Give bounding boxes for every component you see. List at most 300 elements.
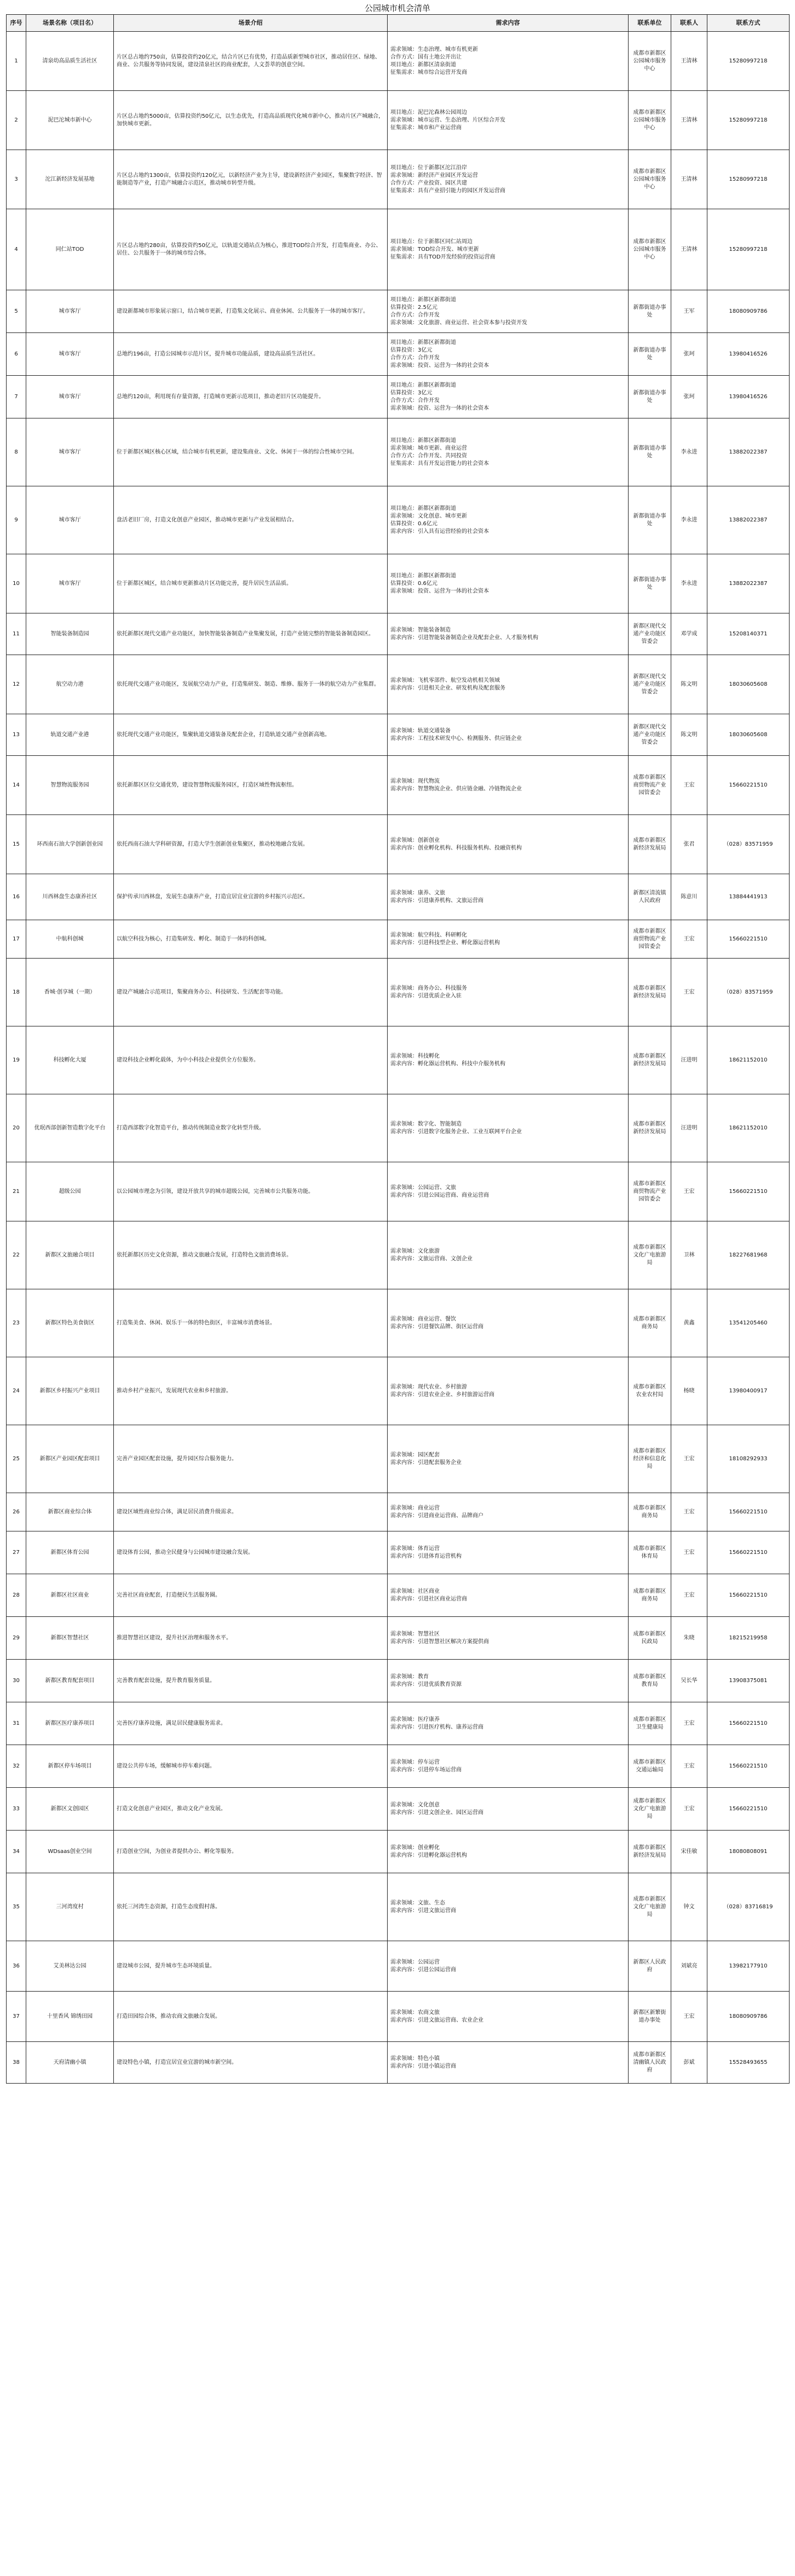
cell-unit-text: 新都街道办事处 [633,576,666,590]
cell-unit-text: 成都市新都区商务局 [633,1505,666,1519]
cell-demand [388,1425,629,1493]
cell-no-text: 30 [13,1677,20,1684]
cell-no-text: 26 [13,1508,20,1515]
cell-tel-text: 18227681968 [729,1252,768,1258]
cell-name [26,920,114,959]
cell-name-text: 新都区体育公园 [50,1549,89,1556]
cell-name [26,554,114,613]
cell-demand-text: 需求领域：文化旅游 需求内容：文旅运营商、文创企业 [390,1248,473,1262]
cell-tel-text: 18621152010 [729,1125,768,1131]
cell-demand [388,1026,629,1094]
cell-tel [707,1992,790,2042]
cell-name [26,2042,114,2084]
cell-name [26,1289,114,1357]
cell-tel-text: 18080909786 [729,308,768,314]
cell-demand [388,554,629,613]
cell-unit-text: 成都市新都区公园城市服务中心 [633,238,666,260]
cell-name [26,1221,114,1289]
cell-no [7,486,26,554]
cell-no-text: 21 [13,1188,20,1195]
cell-intro-text: 建设科技企业孵化载体，为中小科技企业提供全方位服务。 [117,1057,259,1063]
cell-person [671,1873,707,1941]
cell-name [26,1660,114,1702]
cell-no-text: 7 [14,393,18,400]
cell-tel-text: 15660221510 [729,1805,768,1812]
cell-no-text: 34 [13,1848,20,1855]
cell-no [7,376,26,418]
cell-intro-text: 以航空科技为核心，打造集研发、孵化、制造于一体的科创城。 [117,936,270,942]
cell-no [7,1745,26,1788]
cell-person-text: 王宏 [683,1188,695,1195]
table-row [7,1026,790,1094]
cell-no-text: 11 [13,630,20,637]
cell-no [7,1873,26,1941]
cell-name-text: 新都区文旅融合项目 [45,1252,95,1258]
cell-demand-text: 项目地点：泥巴沱森林公园周边 需求领域：城市运营、生态治理、片区综合开发 征集需求：城市和产业运营商 [390,109,505,131]
cell-no-text: 5 [14,308,18,314]
cell-no-text: 29 [13,1634,20,1641]
cell-intro [114,874,388,920]
cell-tel [707,1660,790,1702]
cell-intro-text: 片区总占地约1300亩，估算投资约120亿元，以新经济产业为主导，建设新经济产业园区，集聚数字经济、智能制造等产业，打造产城融合示范区，推动城市转型升级。 [117,172,382,186]
cell-person-text: 陈文明 [681,731,698,738]
cell-name-text: 新都区停车场项目 [48,1763,92,1769]
cell-no [7,1531,26,1574]
table-row [7,1873,790,1941]
cell-name-text: 环西南石油大学创新创业园 [37,841,103,847]
cell-tel [707,920,790,959]
cell-person-text: 李永进 [681,449,698,455]
cell-person-text: 王宏 [683,989,695,995]
cell-tel [707,1702,790,1745]
cell-person [671,1026,707,1094]
cell-person [671,1660,707,1702]
cell-unit [629,1162,671,1221]
cell-no-text: 22 [13,1252,20,1258]
cell-person [671,1831,707,1873]
cell-tel-text: 13980416526 [729,393,768,400]
cell-name-text: 艾美林达公园 [53,1963,87,1969]
cell-name-text: 新都区社区商业 [50,1592,89,1598]
cell-unit-text: 新都街道办事处 [633,304,666,318]
cell-no [7,418,26,486]
cell-demand-text: 需求领域：停车运营 需求内容：引进停车场运营商 [390,1759,462,1773]
cell-unit [629,1574,671,1617]
cell-intro [114,376,388,418]
header-unit: 联系单位 [629,15,671,32]
cell-name [26,290,114,333]
cell-tel [707,1026,790,1094]
cell-unit [629,333,671,376]
cell-no-text: 9 [14,517,18,523]
cell-name [26,1094,114,1162]
cell-intro [114,613,388,655]
table-row [7,1221,790,1289]
cell-demand [388,920,629,959]
cell-intro-text: 盘活老旧厂房，打造文化创意产业园区，推动城市更新与产业发展相结合。 [117,517,297,523]
cell-intro-text: 以公园城市理念为引领，建设开放共享的城市超级公园，完善城市公共服务功能。 [117,1188,314,1195]
cell-unit-text: 成都市新都区商贸物流产业园管委会 [633,774,666,796]
cell-person-text: 王宏 [683,2013,695,2020]
cell-demand-text: 需求领域：教育 需求内容：引进优质教育资源 [390,1673,462,1688]
cell-tel [707,1357,790,1425]
cell-no-text: 36 [13,1963,20,1969]
cell-unit-text: 成都市新都区公园城市服务中心 [633,109,666,131]
cell-tel [707,333,790,376]
cell-demand-text: 需求领域：飞机零部件、航空发动机相关领域 需求内容：引进相关企业、研发机构及配套服务 [390,677,505,691]
cell-intro [114,1745,388,1788]
cell-demand [388,959,629,1026]
cell-name [26,756,114,815]
table-row [7,418,790,486]
cell-person-text: 王清林 [681,58,698,64]
cell-demand-text: 需求领域：智慧社区 需求内容：引进智慧社区解决方案提供商 [390,1631,489,1645]
cell-intro [114,1574,388,1617]
cell-name-text: 新都区产业园区配套项目 [39,1455,100,1462]
cell-no [7,815,26,874]
cell-person [671,2042,707,2084]
cell-demand-text: 需求领域：商务办公、科技服务 需求内容：引进优质企业入驻 [390,985,467,999]
cell-unit [629,1788,671,1831]
cell-no [7,1617,26,1660]
cell-person [671,1531,707,1574]
cell-intro-text: 打造西部数字化智造平台，推动传统制造业数字化转型升级。 [117,1125,264,1131]
cell-name [26,1992,114,2042]
cell-intro-text: 依托现代交通产业功能区，发展航空动力产业，打造集研发、制造、维修、服务于一体的航空动力产业集群。 [117,681,379,687]
opportunity-table [6,14,790,2084]
cell-unit-text: 新都区现代交通产业功能区管委会 [633,724,666,745]
cell-intro [114,1357,388,1425]
cell-tel-text: 15528493655 [729,2059,768,2066]
cell-unit-text: 成都市新都区新经济发展局 [633,985,666,999]
cell-person [671,714,707,756]
cell-unit-text: 成都市新都区教育局 [633,1673,666,1688]
cell-name-text: 新都区文创园区 [50,1805,89,1812]
cell-unit-text: 成都市新都区农业农村局 [633,1384,666,1398]
cell-person-text: 王清林 [681,117,698,123]
cell-name [26,874,114,920]
cell-tel [707,91,790,150]
cell-demand [388,418,629,486]
cell-no-text: 19 [13,1057,20,1063]
cell-person-text: 王宏 [683,1508,695,1515]
cell-demand [388,1221,629,1289]
cell-person [671,91,707,150]
cell-tel-text: （028）83716819 [723,1903,773,1910]
cell-unit-text: 成都市新都区新经济发展局 [633,1121,666,1135]
cell-unit [629,1873,671,1941]
cell-unit-text: 成都市新都区文化广电旅游局 [633,1798,666,1820]
cell-demand [388,91,629,150]
cell-no [7,874,26,920]
cell-no-text: 32 [13,1763,20,1769]
cell-intro [114,1788,388,1831]
cell-no-text: 15 [13,841,20,847]
cell-no-text: 37 [13,2013,20,2020]
cell-demand [388,655,629,714]
cell-person-text: 张珂 [683,393,695,400]
cell-tel-text: 18030605608 [729,681,768,687]
cell-person [671,815,707,874]
cell-unit [629,1357,671,1425]
table-row [7,554,790,613]
cell-person-text: 杨晓 [683,1387,695,1394]
cell-demand [388,1873,629,1941]
cell-unit-text: 新都区人民政府 [633,1959,666,1973]
cell-person-text: 黄鑫 [683,1319,695,1326]
cell-person-text: 吴长华 [681,1677,698,1684]
cell-unit [629,1992,671,2042]
cell-no-text: 2 [14,117,18,123]
cell-name [26,209,114,290]
cell-name-text: 沱江新经济发展基地 [45,176,95,182]
cell-no-text: 31 [13,1720,20,1726]
cell-person [671,1493,707,1531]
cell-intro [114,714,388,756]
cell-intro [114,1094,388,1162]
cell-demand-text: 需求领域：商业运营、餐饮 需求内容：引进餐饮品牌、街区运营商 [390,1316,483,1330]
cell-name [26,32,114,91]
cell-intro [114,920,388,959]
cell-intro [114,655,388,714]
cell-no [7,290,26,333]
cell-no-text: 35 [13,1903,20,1910]
cell-unit [629,1425,671,1493]
cell-tel [707,554,790,613]
cell-intro [114,1221,388,1289]
cell-person [671,1941,707,1992]
cell-name-text: 中航科创城 [56,936,84,942]
cell-no-text: 20 [13,1125,20,1131]
cell-person [671,1357,707,1425]
cell-tel [707,756,790,815]
cell-intro-text: 打造集美食、休闲、娱乐于一体的特色街区，丰富城市消费场景。 [117,1319,275,1326]
cell-tel-text: 18030605608 [729,731,768,738]
cell-person-text: 卫林 [683,1252,695,1258]
cell-demand-text: 需求领域：公园运营、文旅 需求内容：引进公园运营商、商业运营商 [390,1184,489,1198]
cell-tel [707,1745,790,1788]
cell-intro-text: 位于新都区城区，结合城市更新推动片区功能完善，提升居民生活品质。 [117,580,292,587]
cell-name [26,150,114,209]
cell-name-text: 泥巴沱城市新中心 [48,117,92,123]
cell-intro [114,209,388,290]
cell-unit-text: 成都市新都区经济和信息化局 [633,1448,666,1470]
cell-no [7,1425,26,1493]
cell-unit [629,1493,671,1531]
cell-person-text: 王宏 [683,1720,695,1726]
cell-unit [629,209,671,290]
cell-no-text: 33 [13,1805,20,1812]
cell-tel-text: （028）83571959 [723,841,773,847]
cell-no [7,209,26,290]
cell-demand-text: 需求领域：农商文旅 需求内容：引进文旅运营商、农业企业 [390,2009,483,2023]
cell-person-text: 宋佳敏 [681,1848,698,1855]
cell-no-text: 4 [14,246,18,253]
cell-demand [388,1941,629,1992]
cell-demand [388,1992,629,2042]
cell-tel [707,290,790,333]
cell-no [7,1026,26,1094]
cell-name-text: 智慧物流服务园 [50,782,89,788]
cell-no [7,91,26,150]
cell-no-text: 24 [13,1387,20,1394]
table-row [7,486,790,554]
cell-name-text: 城市客厅 [59,580,81,587]
cell-tel-text: 15660221510 [729,1720,768,1726]
cell-demand [388,1094,629,1162]
cell-intro [114,290,388,333]
cell-unit-text: 成都市新都区卫生健康局 [633,1716,666,1730]
cell-intro [114,1617,388,1660]
cell-demand-text: 需求领域：社区商业 需求内容：引进社区商业运营商 [390,1588,467,1602]
cell-person [671,1221,707,1289]
cell-demand-text: 项目地点：新都区新都街道 需求领域：文化创意、城市更新 估算投资：0.6亿元 需求内容：引入具有运营经验的社会资本 [390,505,489,535]
cell-demand [388,1357,629,1425]
cell-unit [629,613,671,655]
cell-demand [388,1702,629,1745]
cell-name [26,418,114,486]
cell-no [7,756,26,815]
cell-intro [114,2042,388,2084]
cell-unit-text: 新都区新繁街道办事处 [633,2009,666,2023]
cell-demand-text: 需求领域：公园运营 需求内容：引进公园运营商 [390,1959,456,1973]
cell-tel-text: 15660221510 [729,1592,768,1598]
cell-demand-text: 需求领域：创新创业 需求内容：创业孵化机构、科技服务机构、投融资机构 [390,837,522,851]
cell-unit [629,1941,671,1992]
cell-demand [388,1831,629,1873]
cell-unit-text: 新都区现代交通产业功能区管委会 [633,623,666,645]
cell-person-text: 汪进明 [681,1125,698,1131]
cell-demand-text: 需求领域：文化创意 需求内容：引进文创企业、园区运营商 [390,1802,483,1816]
cell-intro [114,756,388,815]
cell-name-text: 城市客厅 [59,308,81,314]
table-row [7,655,790,714]
cell-no-text: 13 [13,731,20,738]
cell-intro-text: 完善教育配套设施，提升教育服务质量。 [117,1677,215,1684]
cell-no [7,1574,26,1617]
cell-unit [629,290,671,333]
table-row [7,1531,790,1574]
table-row [7,1425,790,1493]
table-row [7,32,790,91]
cell-demand-text: 需求领域：航空科技、科研孵化 需求内容：引进科技型企业、孵化器运营机构 [390,932,500,946]
cell-tel [707,1162,790,1221]
cell-name-text: 十里香风 锦绣田园 [47,2013,93,2020]
table-row [7,1702,790,1745]
cell-unit [629,874,671,920]
header-person: 联系人 [671,15,707,32]
cell-intro [114,1660,388,1702]
cell-name [26,655,114,714]
cell-person-text: 王军 [683,308,695,314]
cell-person-text: 王宏 [683,1805,695,1812]
cell-tel-text: 15660221510 [729,1508,768,1515]
cell-intro-text: 依托新都区区位交通优势，建设智慧物流服务园区，打造区域性物流枢纽。 [117,782,297,788]
cell-name-text: 新都区智慧社区 [50,1634,89,1641]
cell-no [7,1162,26,1221]
cell-no-text: 8 [14,449,18,455]
cell-name [26,1788,114,1831]
cell-no [7,1357,26,1425]
header-demand: 需求内容 [388,15,629,32]
table-row [7,1289,790,1357]
cell-unit-text: 成都市新都区新经济发展局 [633,1053,666,1067]
cell-person [671,1702,707,1745]
cell-intro [114,815,388,874]
cell-name-text: WDsaas创业空间 [48,1848,92,1855]
cell-demand [388,1574,629,1617]
cell-unit [629,418,671,486]
cell-intro [114,1992,388,2042]
cell-person-text: 邓学成 [681,630,698,637]
cell-intro-text: 建设特色小镇，打造宜居宜业宜游的城市新空间。 [117,2059,237,2066]
cell-tel [707,815,790,874]
cell-intro [114,1425,388,1493]
cell-name [26,1162,114,1221]
cell-tel [707,655,790,714]
cell-person [671,613,707,655]
cell-intro [114,1162,388,1221]
cell-person-text: 李永进 [681,517,698,523]
cell-intro-text: 打造文化创意产业园区，推动文化产业发展。 [117,1805,226,1812]
cell-person-text: 王清林 [681,246,698,253]
cell-name-text: 川西林盘生态康养社区 [42,893,97,900]
cell-person-text: 张珂 [683,351,695,357]
table-row [7,1788,790,1831]
cell-demand-text: 需求领域：现代农业、乡村旅游 需求内容：引进农业企业、乡村旅游运营商 [390,1384,494,1398]
cell-person [671,1094,707,1162]
cell-tel [707,209,790,290]
cell-no [7,920,26,959]
cell-unit-text: 成都市新都区文化广电旅游局 [633,1244,666,1266]
cell-intro-text: 完善社区商业配套，打造便民生活服务圈。 [117,1592,221,1598]
cell-tel-text: 15660221510 [729,782,768,788]
cell-unit [629,1617,671,1660]
cell-intro-text: 推进智慧社区建设，提升社区治理和服务水平。 [117,1634,232,1641]
cell-tel [707,1788,790,1831]
cell-intro-text: 保护传承川西林盘，发展生态康养产业，打造宜居宜业宜游的乡村振兴示范区。 [117,893,308,900]
cell-demand-text: 需求领域：商业运营 需求内容：引进商业运营商、品牌商户 [390,1505,483,1519]
cell-unit [629,959,671,1026]
table-row [7,756,790,815]
cell-tel-text: 18108292933 [729,1455,768,1462]
cell-tel [707,1617,790,1660]
cell-person-text: 张君 [683,841,695,847]
cell-no-text: 18 [13,989,20,995]
table-row [7,1992,790,2042]
cell-tel [707,1941,790,1992]
cell-person [671,1289,707,1357]
cell-person [671,32,707,91]
cell-name [26,486,114,554]
cell-tel-text: 15660221510 [729,1549,768,1556]
cell-no [7,959,26,1026]
cell-no [7,150,26,209]
table-row [7,1357,790,1425]
cell-no [7,1992,26,2042]
table-row [7,959,790,1026]
cell-demand [388,150,629,209]
cell-intro [114,959,388,1026]
cell-no-text: 1 [14,58,18,64]
cell-person [671,486,707,554]
cell-no [7,32,26,91]
cell-name [26,91,114,150]
cell-intro [114,1873,388,1941]
cell-unit [629,1831,671,1873]
cell-no [7,1094,26,1162]
cell-intro-text: 打造创业空间，为创业者提供办公、孵化等服务。 [117,1848,237,1855]
